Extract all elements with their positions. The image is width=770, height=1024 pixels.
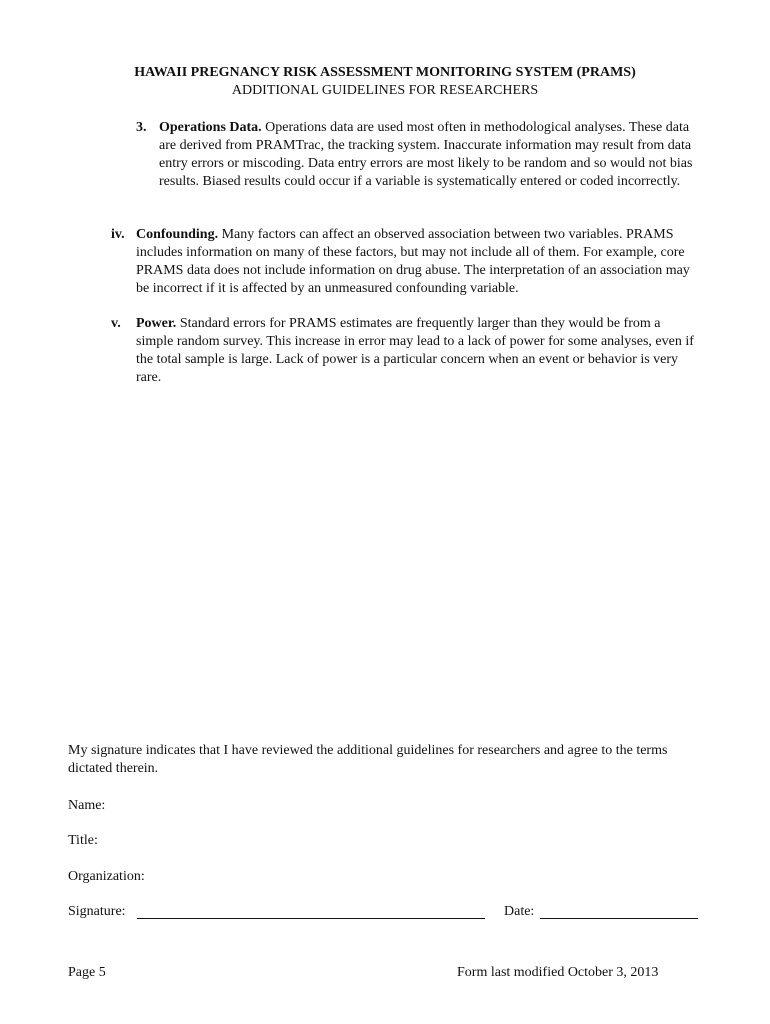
- item-marker: iv.: [111, 227, 125, 242]
- form-modified-date: Form last modified October 3, 2013: [457, 965, 659, 980]
- item-term: Operations Data.: [159, 120, 266, 135]
- title-label: Title:: [68, 833, 98, 848]
- signature-label: Signature:: [68, 904, 126, 919]
- item-marker: 3.: [136, 120, 147, 135]
- organization-label: Organization:: [68, 869, 145, 884]
- item-marker: v.: [111, 316, 121, 331]
- item-text: Operations data are used most often in methodological analyses. These data are derived from PRAMTrac, the tracking system. Inaccurate information may result from data entry errors or miscoding. Data entry errors are most likely to be random and so would not bias results. Biased results could occur if a variable is systematically entered or coded incorrectly.: [159, 120, 693, 189]
- guideline-operations-data: [136, 119, 699, 191]
- item-text: Many factors can affect an observed association between two variables. PRAMS includes information on many of these factors, but may not include all of them. For example, core PRAMS data does not include information on drug abuse. The interpretation of an association may be incorrect if it is affected by an unmeasured confounding variable.: [136, 227, 690, 296]
- name-label: Name:: [68, 798, 106, 813]
- item-text: Standard errors for PRAMS estimates are frequently larger than they would be from a simple random survey. This increase in error may lead to a lack of power for some analyses, even if the total sample is large. Lack of power is a particular concern when an event or behavior is very rare.: [136, 316, 694, 385]
- document-header: [0, 64, 770, 100]
- signature-line[interactable]: [137, 918, 485, 919]
- item-term: Confounding.: [136, 227, 222, 242]
- page-number: Page 5: [68, 965, 106, 980]
- guideline-confounding: [111, 226, 701, 298]
- date-line[interactable]: [540, 918, 698, 919]
- item-term: Power.: [136, 316, 180, 331]
- guideline-power: [111, 315, 701, 387]
- date-label: Date:: [504, 904, 535, 919]
- signature-statement: My signature indicates that I have reviewed the additional guidelines for researchers and agree to the terms dictated therein.: [68, 743, 668, 776]
- document-title: HAWAII PREGNANCY RISK ASSESSMENT MONITORING SYSTEM (PRAMS): [134, 65, 636, 80]
- document-subtitle: ADDITIONAL GUIDELINES FOR RESEARCHERS: [231, 83, 539, 98]
